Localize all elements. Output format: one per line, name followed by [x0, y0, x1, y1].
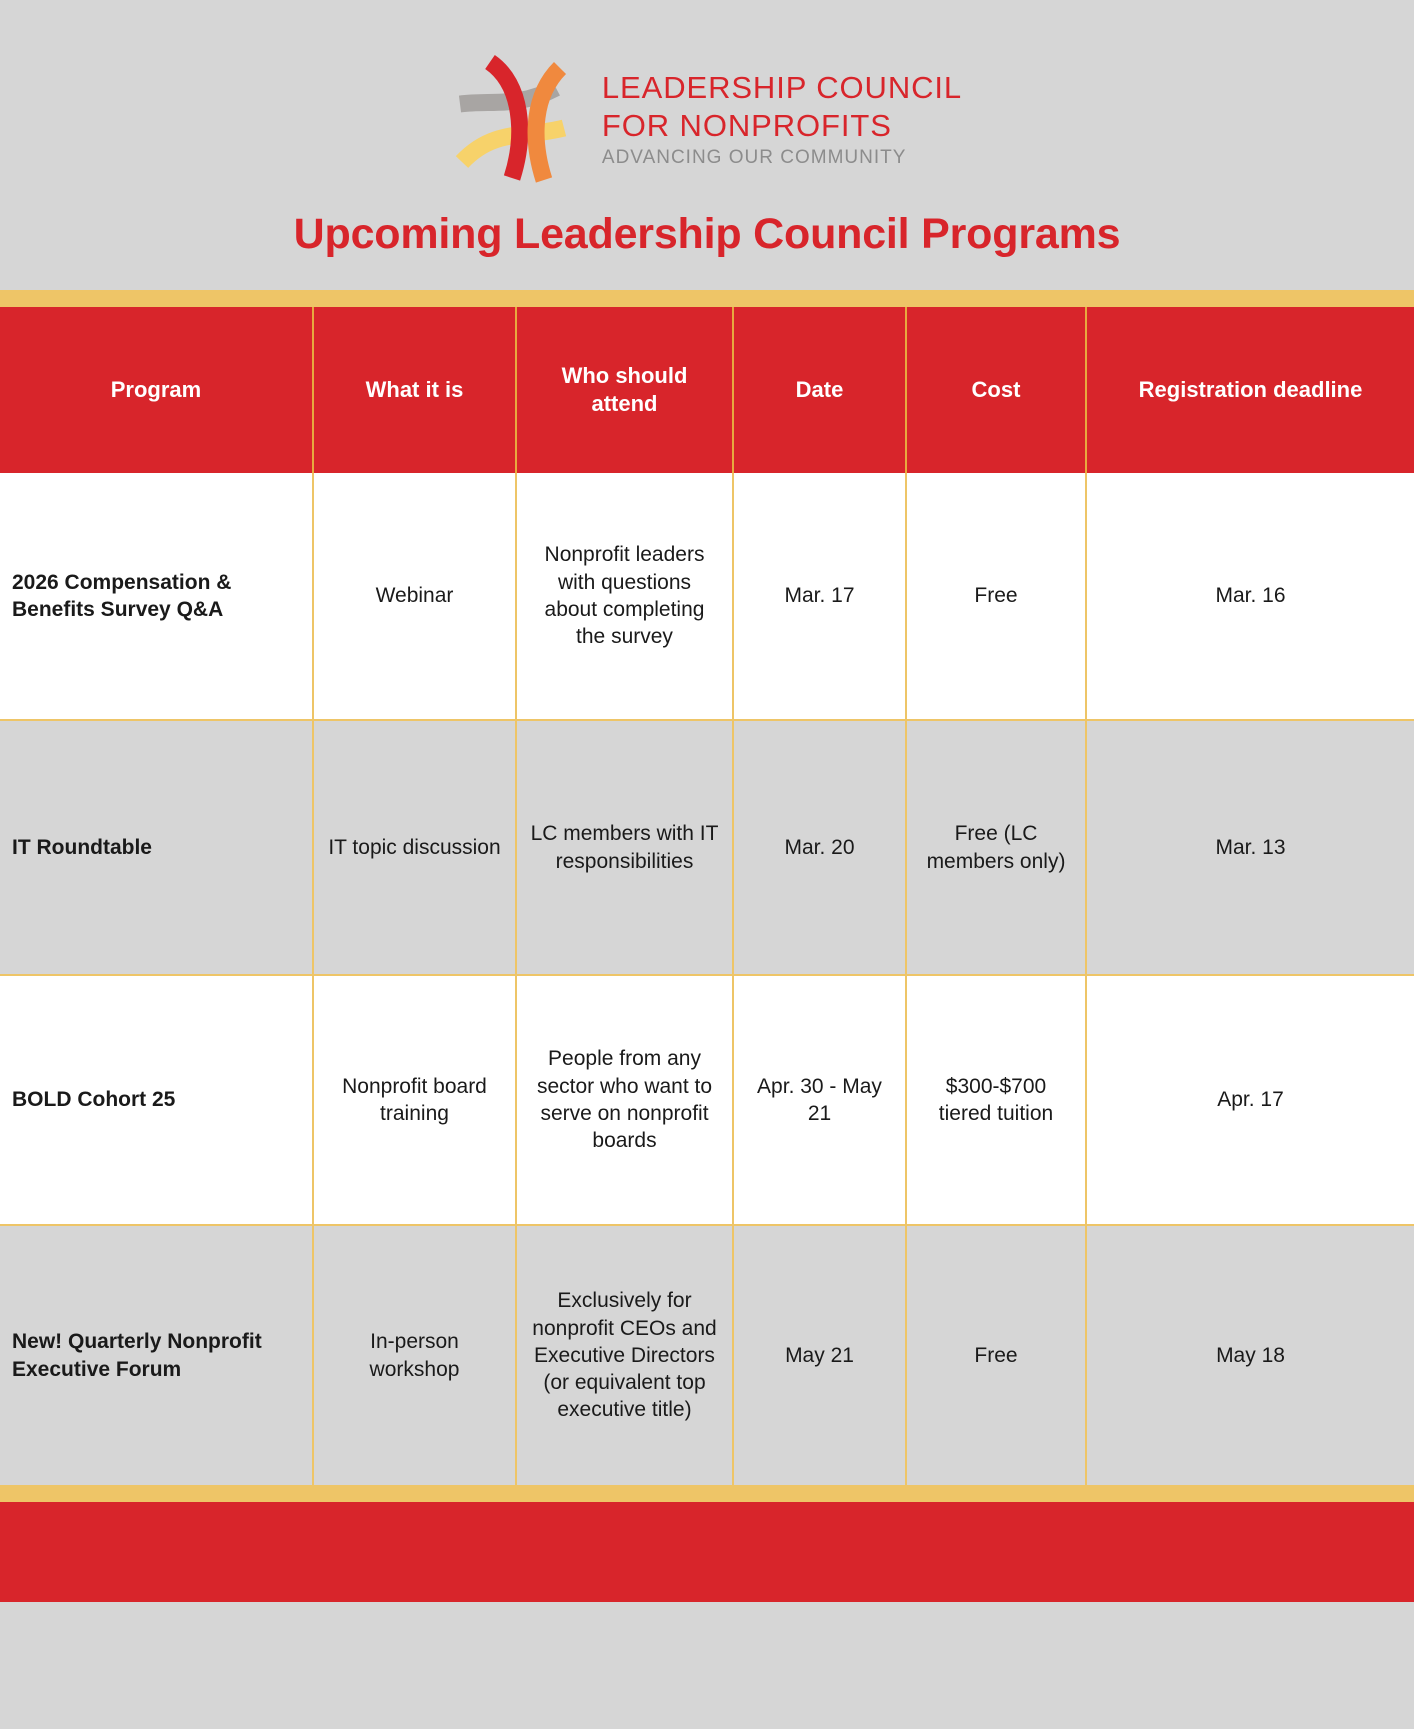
starburst-logo-icon — [452, 52, 584, 184]
organization-logo — [452, 52, 962, 184]
column-header-who-should-attend: Who should attend — [516, 307, 733, 473]
cell-date: Apr. 30 - May 21 — [733, 975, 906, 1225]
cell-what-it-is: Webinar — [313, 473, 516, 720]
column-header-registration-deadline: Registration deadline — [1086, 307, 1414, 473]
cell-registration-deadline: Mar. 16 — [1086, 473, 1414, 720]
programs-table — [0, 307, 1414, 1485]
logo-line-1: LEADERSHIP COUNCIL — [601, 69, 963, 105]
cell-what-it-is: Nonprofit board training — [313, 975, 516, 1225]
bottom-gold-divider — [0, 1485, 1414, 1502]
logo-wordmark — [602, 69, 962, 168]
cell-who-should-attend: People from any sector who want to serve on nonprofit boards — [516, 975, 733, 1225]
cell-what-it-is: IT topic discussion — [313, 720, 516, 975]
cell-registration-deadline: Apr. 17 — [1086, 975, 1414, 1225]
cell-program: IT Roundtable — [0, 720, 313, 975]
cell-cost: Free — [906, 473, 1086, 720]
cell-cost: Free (LC members only) — [906, 720, 1086, 975]
cell-date: Mar. 20 — [733, 720, 906, 975]
table-row — [0, 975, 1414, 1225]
cell-program: BOLD Cohort 25 — [0, 975, 313, 1225]
table-row — [0, 720, 1414, 975]
cell-cost: Free — [906, 1225, 1086, 1485]
table-header-row — [0, 307, 1414, 473]
cell-registration-deadline: May 18 — [1086, 1225, 1414, 1485]
table-row — [0, 473, 1414, 720]
cell-date: May 21 — [733, 1225, 906, 1485]
footer-red-band — [0, 1502, 1414, 1602]
column-header-what-it-is: What it is — [313, 307, 516, 473]
column-header-program: Program — [0, 307, 313, 473]
cell-who-should-attend: Exclusively for nonprofit CEOs and Executive Directors (or equivalent top executive title) — [516, 1225, 733, 1485]
cell-what-it-is: In-person workshop — [313, 1225, 516, 1485]
cell-date: Mar. 17 — [733, 473, 906, 720]
cell-who-should-attend: Nonprofit leaders with questions about completing the survey — [516, 473, 733, 720]
top-gold-divider — [0, 290, 1414, 307]
column-header-date: Date — [733, 307, 906, 473]
table-row — [0, 1225, 1414, 1485]
page-title: Upcoming Leadership Council Programs — [293, 210, 1121, 258]
page-header — [0, 0, 1414, 290]
cell-program: New! Quarterly Nonprofit Executive Forum — [0, 1225, 313, 1485]
logo-line-2: FOR NONPROFITS — [601, 107, 892, 143]
cell-cost: $300-$700 tiered tuition — [906, 975, 1086, 1225]
cell-program: 2026 Compensation & Benefits Survey Q&A — [0, 473, 313, 720]
logo-tagline: ADVANCING OUR COMMUNITY — [601, 147, 907, 169]
cell-who-should-attend: LC members with IT responsibilities — [516, 720, 733, 975]
cell-registration-deadline: Mar. 13 — [1086, 720, 1414, 975]
column-header-cost: Cost — [906, 307, 1086, 473]
